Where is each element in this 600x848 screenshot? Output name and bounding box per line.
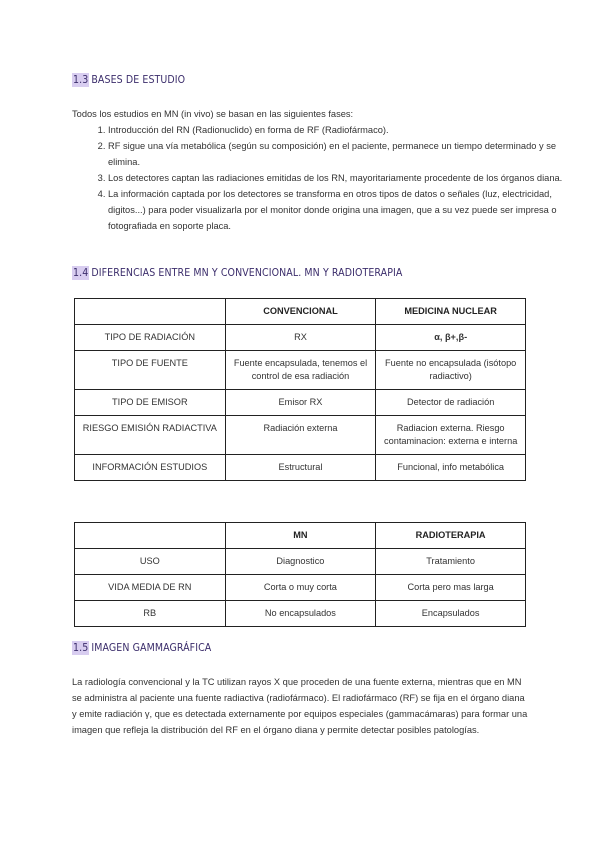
comparison-table-1 [74, 298, 526, 481]
section-heading-1-4 [72, 267, 402, 279]
list-item: 4. La información captada por los detectores se transforma en otros tipos de datos o señales (luz, electricidad, digitos...) para poder visualizarla por el monitor donde origina una imagen, que a su vez puede ser impresa o fotografiada en soporte placa. [108, 186, 564, 234]
table-cell: Fuente no encapsulada (isótopo radiactivo) [376, 351, 526, 390]
table-row [75, 390, 526, 416]
table-cell: Tratamiento [376, 549, 526, 575]
table-cell: Fuente encapsulada, tenemos el control de esa radiación [225, 351, 376, 390]
table-cell: VIDA MEDIA DE RN [75, 575, 226, 601]
gammagraphy-paragraph: La radiología convencional y la TC utilizan rayos X que proceden de una fuente externa, mientras que en MN se administra al paciente una fuente radiactiva (radiofármaco). El radiofármaco (RF) se fija en el órgano diana y emite radiación γ, que es detectada externamente por equipos especiales (gammacámaras) para formar una imagen que refleja la distribución del RF en el órgano diana y permite detectar posibles patologías. [72, 677, 528, 735]
table-cell: RIESGO EMISIÓN RADIACTIVA [75, 416, 226, 455]
section-number: 1.4 [73, 267, 89, 279]
table-cell: TIPO DE EMISOR [75, 390, 226, 416]
table-cell [75, 523, 226, 549]
table-header: MN [225, 523, 376, 549]
section-number: 1.3 [73, 74, 89, 86]
table-cell: USO [75, 549, 226, 575]
table-row [75, 523, 526, 549]
table-cell: Detector de radiación [376, 390, 526, 416]
list-item: 3. Los detectores captan las radiaciones emitidas de los RN, mayoritariamente procedente de los órganos diana. [108, 170, 564, 186]
section-title: DIFERENCIAS ENTRE MN Y CONVENCIONAL. MN Y RADIOTERAPIA [91, 267, 403, 279]
table-cell: Emisor RX [225, 390, 376, 416]
comparison-table-2 [74, 522, 526, 627]
table-header: RADIOTERAPIA [376, 523, 526, 549]
table-cell: Corta o muy corta [225, 575, 376, 601]
table-cell: Encapsulados [376, 601, 526, 627]
phases-list [72, 122, 564, 234]
table-row [75, 299, 526, 325]
table-cell: Corta pero mas larga [376, 575, 526, 601]
table-cell: Estructural [225, 455, 376, 481]
table-cell: TIPO DE RADIACIÓN [75, 325, 226, 351]
table-cell: INFORMACIÓN ESTUDIOS [75, 455, 226, 481]
table-header: MEDICINA NUCLEAR [376, 299, 526, 325]
table-row [75, 601, 526, 627]
table-row [75, 351, 526, 390]
table-row [75, 416, 526, 455]
section-title: IMAGEN GAMMAGRÁFICA [91, 642, 212, 654]
table-row [75, 549, 526, 575]
intro-paragraph: Todos los estudios en MN (in vivo) se basan en las siguientes fases: [72, 109, 354, 119]
table-cell [75, 299, 226, 325]
table-row [75, 455, 526, 481]
table-cell: Diagnostico [225, 549, 376, 575]
table-row [75, 575, 526, 601]
table-cell: RX [225, 325, 376, 351]
table-cell: No encapsulados [225, 601, 376, 627]
section-heading-1-3 [72, 74, 185, 86]
section-title: BASES DE ESTUDIO [91, 74, 186, 86]
section-heading-1-5 [72, 642, 211, 654]
table-cell: Funcional, info metabólica [376, 455, 526, 481]
table-cell: TIPO DE FUENTE [75, 351, 226, 390]
list-item: 1. Introducción del RN (Radionuclido) en forma de RF (Radiofármaco). [108, 122, 564, 138]
table-cell: α, β+,β- [376, 325, 526, 351]
table-header: CONVENCIONAL [225, 299, 376, 325]
table-cell: Radiación externa [225, 416, 376, 455]
table-row [75, 325, 526, 351]
table-cell: RB [75, 601, 226, 627]
list-item: 2. RF sigue una vía metabólica (según su composición) en el paciente, permanece un tiempo determinado y se elimina. [108, 138, 564, 170]
table-cell: Radiacion externa. Riesgo contaminacion: externa e interna [376, 416, 526, 455]
section-number: 1.5 [73, 642, 89, 654]
